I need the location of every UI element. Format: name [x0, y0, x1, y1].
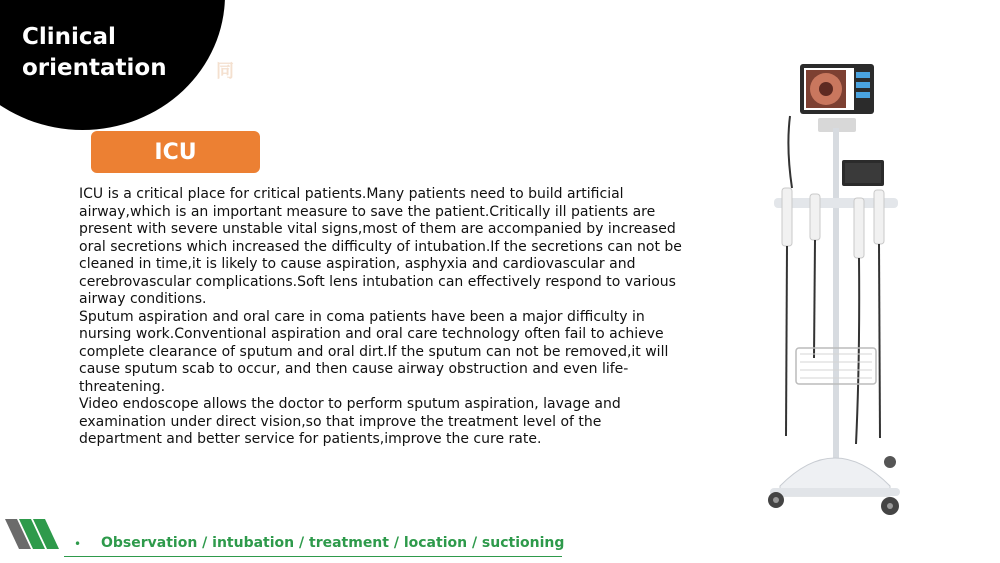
endoscope-cart-illustration: [760, 58, 910, 520]
page-title: Clinical orientation: [22, 24, 167, 81]
body-text: [79, 186, 684, 449]
paragraph-video-endoscope: Video endoscope allows the doctor to perform sputum aspiration, lavage and examination under direct vision,so that improve the treatment level of the department and better service for patients,improve the cure rate.: [79, 396, 621, 447]
paragraph-sputum: Sputum aspiration and oral care in coma patients have been a major difficulty in nursing work.Conventional aspiration and oral care technology often fail to achieve complete clearance of sputum and oral dirt.If the sputum can not be removed,it will cause sputum scab to occur, and then cause airway obstruction and even life-threatening.: [79, 308, 669, 395]
paragraph-icu-intro: ICU is a critical place for critical patients.Many patients need to build artificial airway,which is an important measure to save the patient.Critically ill patients are present with severe unstable vital signs,most of them are accompanied by increased oral secretions which increased the difficulty of intubation.If the secretions can not be cleaned in time,it is likely to cause aspiration, asphyxia and cardiovascular and cerebrovascular complications.Soft lens intubation can effectively respond to various airway conditions.: [79, 186, 682, 307]
footer-divider: [64, 556, 562, 557]
footer-tagline: Observation / intubation / treatment / location / suctioning: [101, 535, 565, 551]
faded-glyph: 同: [216, 61, 234, 82]
section-badge-icu: ICU: [91, 131, 260, 173]
footer-bullet: •: [74, 537, 82, 551]
stripes-logo-icon: [5, 515, 67, 553]
